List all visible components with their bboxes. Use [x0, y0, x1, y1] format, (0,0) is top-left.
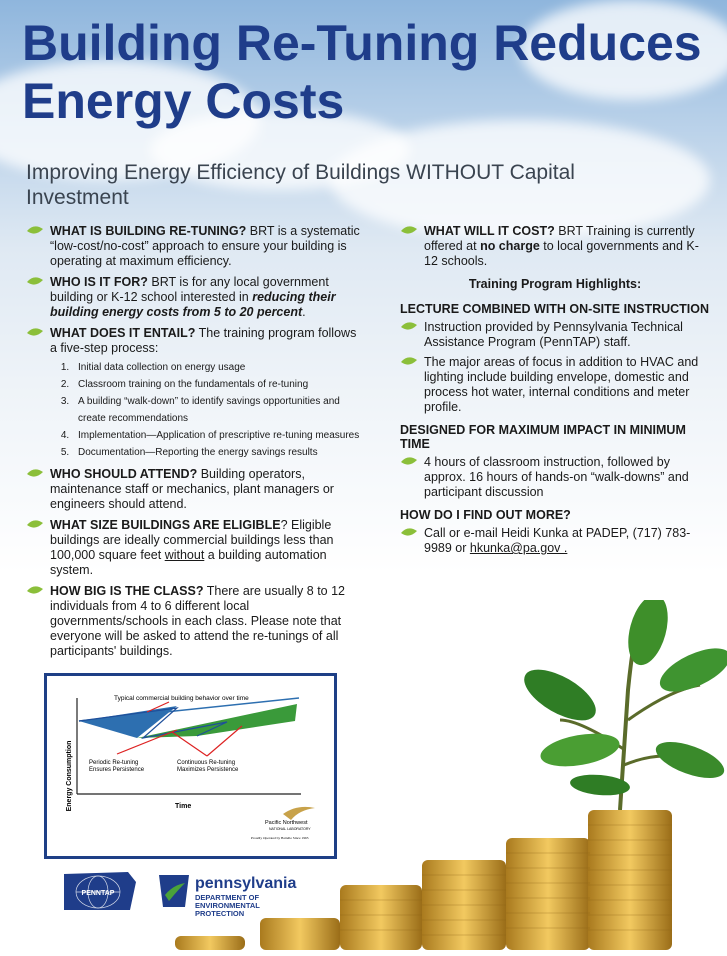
question-label: WHAT WILL IT COST? — [424, 224, 555, 238]
pa-keystone-icon — [157, 873, 191, 909]
step-list — [26, 359, 361, 461]
section-heading: LECTURE COMBINED WITH ON-SITE INSTRUCTION — [400, 302, 710, 316]
leaf-bullet-icon — [26, 225, 44, 236]
question-label: WHO IS IT FOR? — [50, 275, 148, 289]
chart-label-top: Typical commercial building behavior over time — [114, 695, 249, 702]
contact-text: Call or e-mail Heidi Kunka at PADEP, (717) 783-9989 or — [424, 526, 691, 555]
answer-end: a building automation system. — [50, 548, 327, 577]
section-heading: HOW DO I FIND OUT MORE? — [400, 508, 571, 522]
chart-label-continuous-text: Continuous Re-tuning — [177, 760, 236, 766]
answer-end: to local governments and K-12 schools. — [424, 239, 699, 268]
step-item: 1. Initial data collection on energy usage — [72, 359, 361, 376]
answer-bold: no charge — [480, 239, 540, 253]
leaf-bullet-icon — [26, 585, 44, 596]
penntap-logo — [58, 868, 138, 914]
page-subtitle: Improving Energy Efficiency of Buildings WITHOUT Capital Investment — [26, 161, 575, 209]
chart-label-periodic — [89, 760, 145, 773]
answer-underline: without — [164, 548, 205, 562]
battelle-text: Proudly Operated by Battelle Since 1965 — [251, 836, 309, 840]
right-column — [400, 224, 710, 561]
answer-text: BRT Training is currently offered at — [424, 224, 695, 253]
step-item: 5. Documentation—Reporting the energy savings results — [72, 444, 361, 461]
left-column — [26, 224, 361, 665]
highlight-text: 4 hours of classroom instruction, followed by approx. 16 hours of hands-on “walk-downs” and participant discussion — [424, 455, 689, 499]
coin-stacks-illustration — [170, 780, 727, 956]
faq-class — [26, 584, 361, 659]
contact-item — [400, 526, 710, 556]
step-item: 3. A building “walk-down” to identify savings opportunities and create recommendations — [72, 393, 361, 427]
leaf-bullet-icon — [26, 276, 44, 287]
chart-label-continuous — [177, 760, 239, 773]
answer-text: The training program follows a five-step process: — [50, 326, 357, 355]
highlight-item — [400, 320, 710, 350]
question-label: WHAT IS BUILDING RE-TUNING? — [50, 224, 247, 238]
chart-xlabel: Time — [175, 803, 192, 810]
faq-cost — [400, 224, 710, 269]
chart-label-line2: Maximizes Persistence — [177, 767, 239, 773]
question-label: WHAT SIZE BUILDINGS ARE ELIGIBLE — [50, 518, 281, 532]
leaf-bullet-icon — [26, 468, 44, 479]
answer-emphasis: reducing their building energy costs from 5 to 20 percent — [50, 290, 336, 319]
answer-text: There are usually 8 to 12 individuals from 4 to 6 different local governments/schools in each class. Please note that everyone will be asked to attend the re-tunings of all participants' buildings. — [50, 584, 346, 658]
plant-illustration — [520, 600, 727, 810]
step-item: 2. Classroom training on the fundamentals of re-tuning — [72, 376, 361, 393]
answer-text: ? Eligible buildings are ideally commercial buildings less than 100,000 square feet — [50, 518, 334, 562]
leaf-bullet-icon — [400, 456, 418, 467]
answer-text: BRT is a systematic “low-cost/no-cost” approach to ensure your building is operating at maximum efficiency. — [50, 224, 360, 268]
faq-entail — [26, 326, 361, 461]
highlight-text: Instruction provided by Pennsylvania Technical Assistance Program (PennTAP) staff. — [424, 320, 683, 349]
dep-subtitle: DEPARTMENT OF ENVIRONMENTAL PROTECTION — [195, 893, 260, 918]
leaf-bullet-icon — [400, 356, 418, 367]
highlight-item — [400, 355, 710, 415]
pnnl-sub: NATIONAL LABORATORY — [269, 827, 311, 831]
answer-text: Building operators, maintenance staff or mechanics, plant managers or engineers should attend. — [50, 467, 334, 511]
section-heading: DESIGNED FOR MAXIMUM IMPACT IN MINIMUM TIME — [400, 423, 686, 451]
highlight-text: The major areas of focus in addition to HVAC and lighting include building envelope, domestic and process hot water, internal conditions and meter profile. — [424, 355, 699, 414]
faq-who-for — [26, 275, 361, 320]
leaf-bullet-icon — [400, 527, 418, 538]
chart-label-periodic-text: Periodic Re-tuning — [89, 760, 139, 766]
dep-name: pennsylvania — [195, 875, 297, 892]
question-label: WHAT DOES IT ENTAIL? — [50, 326, 196, 340]
penntap-text: PENNTAP — [81, 890, 115, 897]
highlights-title: Training Program Highlights: — [468, 277, 642, 291]
highlight-item — [400, 455, 710, 500]
answer-text: BRT is for any local government building or K-12 school interested in — [50, 275, 329, 304]
leaf-bullet-icon — [26, 519, 44, 530]
answer-end: . — [302, 305, 306, 319]
page-title: Building Re-Tuning Reduces Energy Costs — [22, 15, 702, 129]
faq-who-attend — [26, 467, 361, 512]
email-link[interactable]: hkunka@pa.gov . — [469, 541, 568, 555]
question-label: WHO SHOULD ATTEND? — [50, 467, 198, 481]
chart-label-line2: Ensures Persistence — [89, 767, 145, 773]
chart-ylabel: Energy Consumption — [66, 740, 73, 812]
faq-size — [26, 518, 361, 578]
leaf-bullet-icon — [26, 327, 44, 338]
question-label: HOW BIG IS THE CLASS? — [50, 584, 204, 598]
pnnl-name: Pacific Northwest — [265, 820, 308, 826]
leaf-bullet-icon — [400, 225, 418, 236]
step-item: 4. Implementation—Application of prescriptive re-tuning measures — [72, 427, 361, 444]
pa-dep-logo — [157, 873, 327, 918]
leaf-bullet-icon — [400, 321, 418, 332]
faq-what-is — [26, 224, 361, 269]
